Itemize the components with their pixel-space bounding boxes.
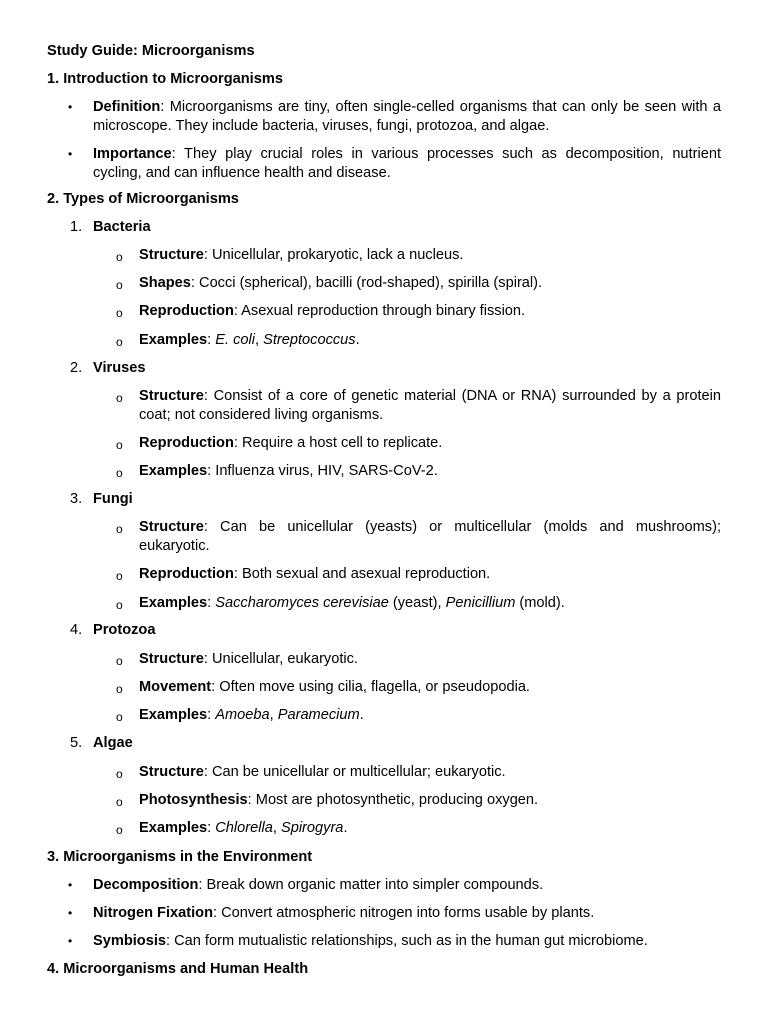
group-title-fungi: Fungi [93,491,133,507]
item-text: , [269,707,278,723]
item-label: Reproduction [139,435,234,451]
item-text: , [255,332,264,348]
item-label: Photosynthesis [139,792,248,808]
list-item [139,518,721,556]
example-name: Amoeba [215,707,270,723]
list-item [139,565,490,584]
example-name: Paramecium [277,707,360,723]
section-heading-3: 3. Microorganisms in the Environment [47,849,313,865]
list-item-definition [93,98,721,136]
item-label: Symbiosis [93,933,166,949]
document-title: Study Guide: Microorganisms [47,43,255,59]
item-text: , [272,820,281,836]
sub-bullet-marker: o [116,522,123,536]
item-label: Reproduction [139,566,234,582]
bullet-marker: • [68,100,73,114]
sub-bullet-marker: o [116,466,123,480]
list-item [139,462,438,481]
item-text: : They play crucial roles in various processes such as decomposition, nutrient cycling, and can influence health and disease. [93,146,721,181]
group-title-protozoa: Protozoa [93,622,156,638]
list-item [139,246,463,265]
sub-bullet-marker: o [116,795,123,809]
list-item [139,434,442,453]
item-text: : Both sexual and asexual reproduction. [233,566,491,582]
list-item [139,678,530,697]
item-text: : Cocci (spherical), bacilli (rod-shaped), spirilla (spiral). [190,275,543,291]
sub-bullet-marker: o [116,654,123,668]
bullet-marker: • [68,934,73,948]
group-number: 1. [70,219,83,235]
item-text: : [207,820,216,836]
section-heading-4: 4. Microorganisms and Human Health [47,961,309,977]
list-item-decomposition [93,876,543,895]
list-item [139,819,348,838]
item-text: : Unicellular, prokaryotic, lack a nucleus. [203,247,464,263]
item-label: Examples [139,595,208,611]
list-item [139,791,538,810]
item-text: . [359,707,364,723]
item-text: : Microorganisms are tiny, often single-celled organisms that can only be seen with a microscope. They include bacteria, viruses, fungi, protozoa, and algae. [93,99,721,134]
item-label: Examples [139,332,208,348]
sub-bullet-marker: o [116,767,123,781]
item-text: : Influenza virus, HIV, SARS-CoV-2. [207,463,438,479]
item-label: Examples [139,463,208,479]
sub-bullet-marker: o [116,569,123,583]
item-text: : Can be unicellular or multicellular; eukaryotic. [203,764,506,780]
list-item [139,274,542,293]
section-heading-2: 2. Types of Microorganisms [47,191,239,207]
section-heading-1: 1. Introduction to Microorganisms [47,71,283,87]
example-name: E. coli [215,332,256,348]
item-label: Decomposition [93,877,199,893]
example-name: Saccharomyces cerevisiae [215,595,389,611]
item-label: Movement [139,679,212,695]
item-text: : [207,707,216,723]
group-number: 4. [70,622,83,638]
item-label: Importance [93,146,172,162]
item-label: Shapes [139,275,191,291]
sub-bullet-marker: o [116,250,123,264]
item-text: : Unicellular, eukaryotic. [203,651,358,667]
item-text: : Break down organic matter into simpler compounds. [198,877,544,893]
group-number: 5. [70,735,83,751]
item-label: Nitrogen Fixation [93,905,213,921]
sub-bullet-marker: o [116,278,123,292]
group-title-algae: Algae [93,735,133,751]
group-title-viruses: Viruses [93,360,146,376]
example-name: Streptococcus [263,332,356,348]
list-item [139,302,525,321]
item-text: . [343,820,348,836]
list-item [139,387,721,425]
list-item [139,706,364,725]
item-text: (yeast), [388,595,446,611]
list-item [139,650,358,669]
sub-bullet-marker: o [116,823,123,837]
list-item-symbiosis [93,932,648,951]
sub-bullet-marker: o [116,438,123,452]
item-label: Structure [139,651,204,667]
sub-bullet-marker: o [116,710,123,724]
list-item-nitrogen-fixation [93,904,594,923]
item-text: : Require a host cell to replicate. [233,435,443,451]
example-name: Penicillium [445,595,516,611]
group-number: 2. [70,360,83,376]
item-label: Definition [93,99,161,115]
item-text: : Can be unicellular (yeasts) or multicellular (molds and mushrooms); eukaryotic. [139,519,721,554]
item-text: : [207,595,216,611]
group-number: 3. [70,491,83,507]
bullet-marker: • [68,147,73,161]
sub-bullet-marker: o [116,598,123,612]
item-text: : [207,332,216,348]
item-text: : Asexual reproduction through binary fission. [233,303,526,319]
item-text: : Can form mutualistic relationships, such as in the human gut microbiome. [166,933,648,949]
bullet-marker: • [68,906,73,920]
sub-bullet-marker: o [116,391,123,405]
item-label: Structure [139,519,204,535]
item-text: . [355,332,360,348]
item-text: : Consist of a core of genetic material (DNA or RNA) surrounded by a protein coat; not considered living organisms. [139,388,721,423]
item-text: : Most are photosynthetic, producing oxygen. [247,792,539,808]
sub-bullet-marker: o [116,335,123,349]
item-label: Examples [139,707,208,723]
item-text: : Often move using cilia, flagella, or pseudopodia. [211,679,530,695]
item-label: Examples [139,820,208,836]
example-name: Spirogyra [280,820,344,836]
list-item [139,331,360,350]
list-item [139,763,506,782]
list-item [139,594,565,613]
example-name: Chlorella [215,820,273,836]
bullet-marker: • [68,878,73,892]
item-text: : Convert atmospheric nitrogen into forms usable by plants. [213,905,595,921]
group-title-bacteria: Bacteria [93,219,151,235]
item-label: Structure [139,764,204,780]
list-item-importance [93,145,721,183]
item-text: (mold). [515,595,565,611]
sub-bullet-marker: o [116,682,123,696]
item-label: Structure [139,388,204,404]
sub-bullet-marker: o [116,306,123,320]
item-label: Structure [139,247,204,263]
item-label: Reproduction [139,303,234,319]
